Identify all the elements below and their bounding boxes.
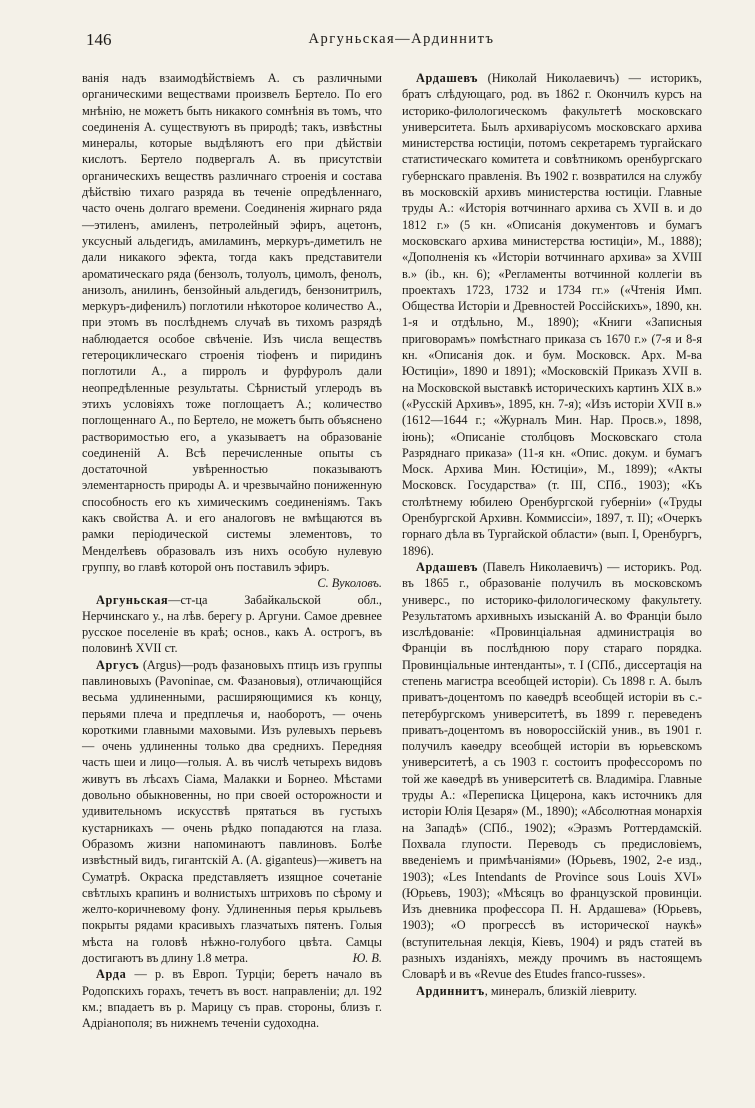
right-column xyxy=(402,70,702,1032)
entry-arda xyxy=(82,966,382,1031)
columns xyxy=(82,70,721,1032)
argon-continuation xyxy=(82,70,382,575)
text-ardashev-pavel: (Павелъ Николаевичъ) — историкъ. Род. въ 1865 г., образованіе получилъ въ московскомъ универс., по историко-филологическому факультету. Результатомъ архивныхъ изысканій А. во Франціи было изслѣдованіе: «Провинціальная администрація во Франціи въ послѣднюю пору стараго порядка. Провинціальные интенданты», т. I (СПб., диссертація на степень магистра всеобщей исторіи). Съ 1898 г. А. былъ приватъ-доцентомъ по каѳедрѣ всеобщей исторіи въ с.-петербургскомъ университетѣ, въ 1899 г. переведенъ приватъ-доцентомъ въ новороссійскій унив., въ 1901 г. получилъ каѳедру всеобщей исторіи въ юрьевскомъ университетѣ, а съ 1903 г. состоитъ профессоромъ по той же каѳедрѣ въ университетѣ св. Владиміра. Главные труды А.: «Переписка Цицерона, какъ источникъ для исторіи Юлія Цезаря» (М., 1890); «Абсолютная монархія на Западѣ» (СПб., 1902); «Эразмъ Роттердамскій. Похвала глупости. Переводъ съ предисловіемъ, введеніемъ и примѣчаніями» (Юрьевъ, 1902, 2-е изд., 1903); «Les Intendants de Province sous Louis XVI» (Юрьевъ, 1903); «Мѣсяцъ во французской провинціи. Изъ дневника профессора П. Н. Ардашева» (Юрьевъ, 1903); «О прогрессѣ въ историческої наукѣ» (вступительная лекція, Кіевъ, 1904) и рядъ статей въ разныхъ изданіяхъ, между прочимъ въ настоящемъ Словарѣ и въ «Revue des Etudes franco-russes». xyxy=(402,559,702,982)
page-number: 146 xyxy=(86,30,112,49)
headword-ardashev-pavel: Ардашевъ xyxy=(416,559,479,574)
argon-text: ванія надъ взаимодѣйствіемъ А. съ различными органическими веществами произвелъ Бертело. По его мнѣнію, не можетъ быть никакого сомнѣнія въ томъ, что соединенія А. существуютъ въ природѣ; такъ, извѣстны минералы, которые выдѣляютъ его при дѣйствіи кислотъ. Бертело подвергалъ А. въ присутствіи органическихъ веществъ различнаго строенія и состава дѣйствію тихаго разряда въ теченіе опредѣленнаго, часто очень долгаго времени. Соединенія жирнаго ряда—этиленъ, амиленъ, петролейный эфиръ, ацетонъ, уксусный альдегидъ, амиламинъ, меркуръ-диметилъ не дали никакого эфекта, тогда какъ представители ароматическаго ряда (бензолъ, толуолъ, цимолъ, фенолъ, анизолъ, анилинъ, бензойный альдегидъ, бензонитрилъ, меркуръ-дифенилъ) поглотили нѣкоторое количество А., при этомъ въ послѣднемъ случаѣ въ тихомъ разрядѣ наблюдается особое свѣченіе. Изъ числа веществъ гетероциклическаго строенія тіофенъ и пиридинъ поглотили А., а пирролъ и фурфуролъ дали неопредѣленные результаты. Сѣрнистый углеродъ въ этихъ условіяхъ тоже поглощаетъ А.; количество поглощеннаго А., по Бертело, не можетъ быть объяснено растворимостью его, а указываетъ на образованіе соединеній А. Всѣ перечисленные опыты съ достаточной увѣренностью показываютъ элементарность природы А. и чрезвычайно пониженную способность его къ химическимъ соединеніямъ. Такъ какъ свойства А. и его аналоговъ не вмѣщаются въ рамки періодической системы элементовъ, то Менделѣевъ образовалъ изъ нихъ особую нулевую группу, во главѣ которой онъ поставилъ эфиръ. xyxy=(82,71,382,574)
entry-ardashev-nikolay xyxy=(402,70,702,559)
entry-ardashev-pavel xyxy=(402,559,702,983)
headword-argunskaya: Аргуньская xyxy=(96,592,169,607)
text-argus: (Argus)—родъ фазановыхъ птицъ изъ группы павлиновыхъ (Pavoninae, см. Фазановыя), отличающійся весьма удлиненными, расширяющимися къ концу, перьями плеча и предплечья и, наоборотъ, — очень короткими главными маховыми. Изъ рулевыхъ перьевъ— очень удлиненны только два среднихъ. Передняя часть шеи и лицо—голыя. А. въ числѣ четырехъ видовъ живутъ въ лѣсахъ Сіама, Малакки и Борнео. Мѣстами довольно обыкновенны, но при своей осторожности и удивительномъ искусствѣ прятаться въ густыхъ кустарникахъ — очень рѣдко попадаются на глаза. Образомъ жизни напоминаютъ павлиновъ. Болѣе извѣстный видъ, гигантскій А. (A. giganteus)—живетъ на Суматрѣ. Окраска представляетъ изящное сочетаніе свѣтлыхъ крапинъ и волнистыхъ штриховъ по сѣрому и желто-коричневому фону. Удлиненныя перья крыльевъ покрыты рядами красивыхъ глазчатыхъ пятенъ. Голыя мѣста на головѣ нѣжно-голубого цвѣта. Самцы достигаютъ въ длину 1.8 метра. xyxy=(82,657,382,966)
left-column xyxy=(82,70,382,1032)
text-ardinnit: , минералъ, близкій ліевриту. xyxy=(484,983,637,998)
argon-signature: С. Вуколовъ. xyxy=(317,576,382,591)
argus-signature: Ю. В. xyxy=(352,951,382,966)
running-title: Аргуньская—Ардиннитъ xyxy=(308,31,495,47)
entry-argunskaya xyxy=(82,592,382,657)
headword-ardinnit: Ардиннитъ xyxy=(416,983,485,998)
text-argunskaya: —ст-ца Забайкальской обл., Нерчинскаго у., на лѣв. берегу р. Аргуни. Самое древнее русское поселеніе въ краѣ; основ., какъ А. острогъ, въ половинѣ XVII ст. xyxy=(82,592,382,656)
text-ardashev-nikolay: (Николай Николаевичъ) — историкъ, братъ слѣдующаго, род. въ 1862 г. Окончилъ курсъ на историко-филологическомъ факультетѣ московскаго университета. Былъ архиваріусомъ московскаго архива министерства юстиціи, потомъ секретаремъ тургайскаго статистическаго комитета и совѣтникомъ оренбургскаго губернскаго правленія. Въ 1902 г. возвратился на службу въ московскій архивъ министерства юстиціи. Главные труды А.: «Исторія вотчиннаго архива съ XVII в. и до 1812 г.» (5 кн. «Описанія документовъ и бумагъ московскаго архива министерства юстиціи», М., 1888); «Дополненія къ «Исторіи вотчиннаго архива» за XVIII в.» (ib., кн. 6); «Регламенты вотчинной коллегіи въ проектахъ 1723, 1732 и 1734 гг.» («Чтенія Имп. Общества Исторіи и Древностей Россійскихъ», 1890, кн. 1-я и отдѣльно, М., 1890); «Книги «Записныя приговорамъ» помѣстнаго приказа съ 1670 г.» (7-я и 8-я кн. «Описанія док. и бум. Московск. Арх. М-ва Юстиціи», 1890 и 1891); «Московскій Приказъ XVII в. на Московской выставкѣ историческихъ картинъ XIX в.» («Русскій Архивъ», 1895, кн. 7-я); «Изъ исторіи XVII в.» (1612—1644 г.; «Журналъ Мин. Нар. Просв.», 1898, іюнь); «Описаніе столбцовъ Московскаго стола Разряднаго приказа» (11-я кн. «Опис. докум. и бумагъ Моск. Архива Мин. Юстиціи», М., 1899); «Акты Московск. Государства» (т. III, СПб., 1903); «Къ столѣтнему юбилею Оренбургской губерніи» («Труды Оренбургской Архивн. Коммиссіи», 1897, т. II); «Очеркъ горнаго дѣла въ Тургайской области» (вып. I, Оренбургъ, 1896). xyxy=(402,71,703,558)
headword-ardashev-nikolay: Ардашевъ xyxy=(416,71,479,85)
entry-ardinnit xyxy=(402,983,702,999)
headword-argus: Аргусъ xyxy=(96,657,140,672)
text-arda: — р. въ Европ. Турціи; беретъ начало въ Родопскихъ горахъ, течетъ въ вост. направленіи; дл. 192 км.; впадаетъ въ р. Марицу съ прав. стороны, близъ г. Адріанополя; въ нижнемъ теченіи судоходна. xyxy=(82,967,382,1031)
running-head xyxy=(82,28,721,50)
entry-argus xyxy=(82,657,382,967)
headword-arda: Арда xyxy=(96,967,127,982)
